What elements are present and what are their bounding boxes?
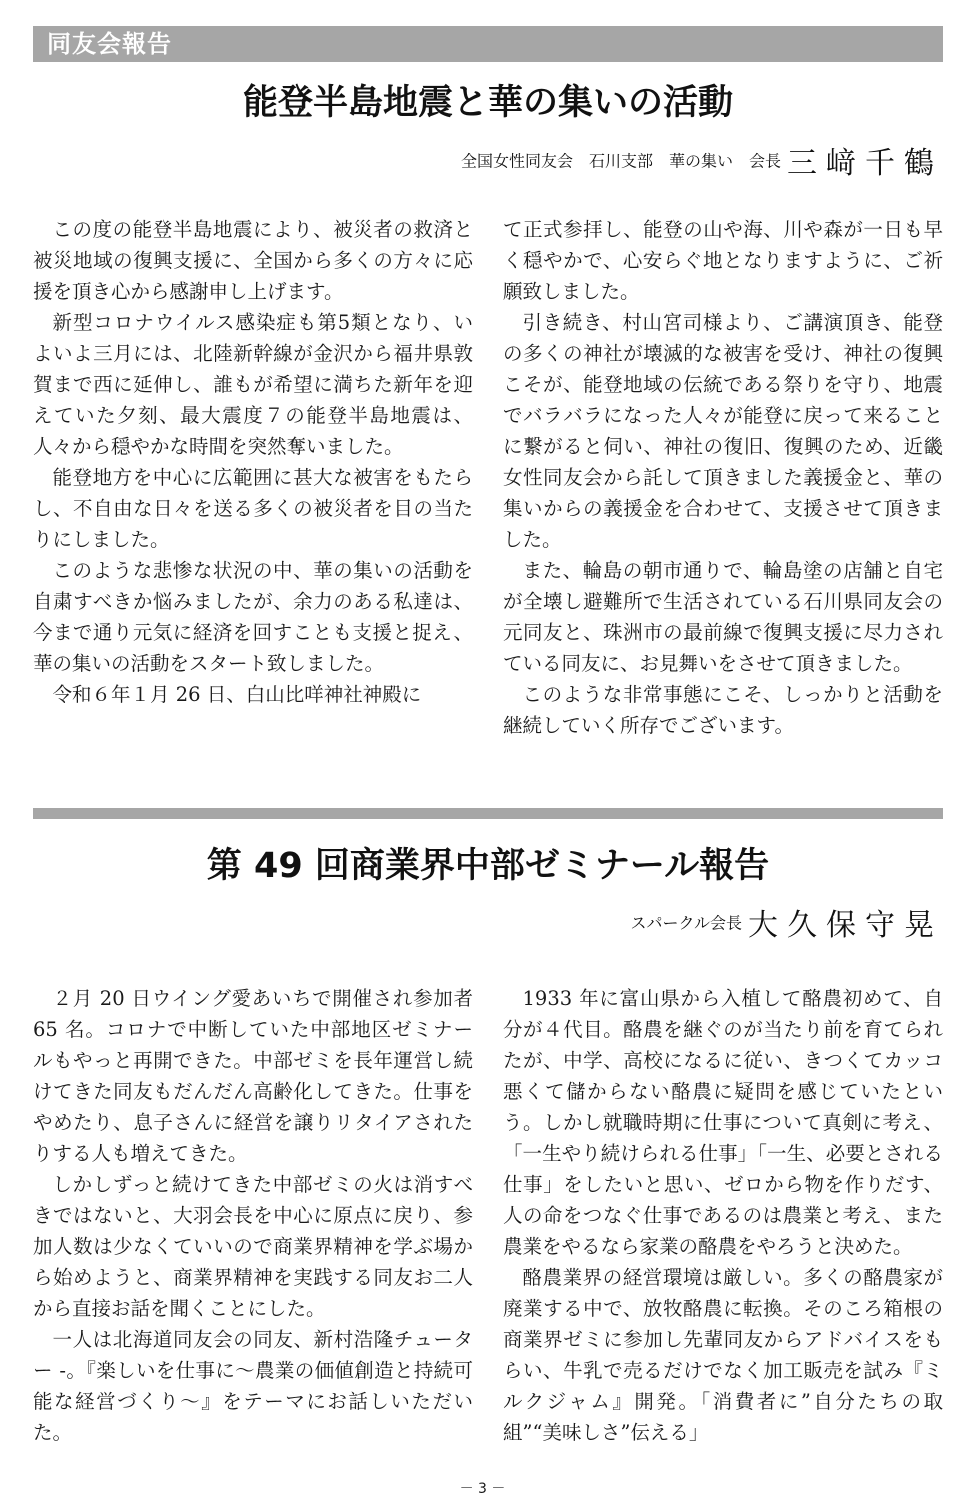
paragraph: ２月 20 日ウイング愛あいちで開催され参加者 65 名。コロナで中断していた中部地区ゼミナールもやっと再開できた。中部ゼミを長年運営し続けてきた同友もだんだん高齢化してきた。仕事をやめたり、息子さんに経営を譲りリタイアされたりする人も増えてきた。 — [33, 987, 473, 1165]
paragraph: このような非常事態にこそ、しっかりと活動を継続していく所存でございます。 — [503, 683, 943, 737]
article1-left-column — [33, 214, 473, 710]
article1-right-column — [503, 214, 943, 741]
paragraph: 新型コロナウイルス感染症も第5類となり、いよいよ三月には、北陸新幹線が金沢から福井県敦賀まで西に延伸し、誰もが希望に満ちた新年を迎えていた夕刻、最大震度７の能登半島地震は、人々から穏やかな時間を突然奪いました。 — [33, 311, 473, 458]
article2-author-affiliation: スパークル会長 — [630, 913, 742, 933]
article2-left-column — [33, 983, 473, 1448]
page-number: － 3 － — [459, 1481, 506, 1497]
paragraph: また、輪島の朝市通りで、輪島塗の店舗と自宅が全壊し避難所で生活されている石川県同友会の元同友と、珠洲市の最前線で復興支援に尽力されている同友に、お見舞いをさせて頂きました。 — [503, 559, 943, 675]
article2-right-column — [503, 983, 943, 1448]
paragraph: 引き続き、村山宮司様より、ご講演頂き、能登の多くの神社が壊滅的な被害を受け、神社の復興こそが、能登地域の伝統である祭りを守り、地震でバラバラになった人々が能登に戻って来ることに繋がると伺い、神社の復旧、復興のため、近畿女性同友会から託して頂きました義援金と、華の集いからの義援金を合わせて、支援させて頂きました。 — [503, 311, 943, 551]
paragraph: 1933 年に富山県から入植して酪農初めて、自分が４代目。酪農を継ぐのが当たり前を育てられたが、中学、高校になるに従い、きつくてカッコ悪くて儲からない酪農に疑問を感じていたという。しかし就職時期に仕事について真剣に考え、「一生やり続けられる仕事」「一生、必要とされる仕事」をしたいと思い、ゼロから物を作りだす、人の命をつなぐ仕事であるのは農業と考え、また農業をやるなら家業の酪農をやろうと決めた。 — [503, 987, 943, 1258]
paragraph: 能登地方を中心に広範囲に甚大な被害をもたらし、不自由な日々を送る多くの被災者を目の当たりにしました。 — [33, 466, 473, 551]
article1-author-affiliation: 全国女性同友会 石川支部 華の集い 会長 — [460, 151, 781, 171]
paragraph: しかしずっと続けてきた中部ゼミの火は消すべきではないと、大羽会長を中心に原点に戻り、参加人数は少なくていいので商業界精神を学ぶ場から始めようと、商業界精神を実践する同友お二人から直接お話を聞くことにした。 — [33, 1173, 473, 1320]
article2-byline — [630, 900, 943, 944]
article1-author-name: 三﨑千鶴 — [787, 146, 943, 181]
paragraph: このような悲惨な状況の中、華の集いの活動を自粛すべきか悩みましたが、余力のある私達は、今まで通り元気に経済を回すことも支援と捉え、華の集いの活動をスタート致しました。 — [33, 559, 473, 675]
article2-author-name: 大久保守晃 — [748, 908, 943, 943]
article2-title: 第 49 回商業界中部ゼミナール報告 — [206, 846, 770, 886]
section-header-band — [33, 26, 943, 62]
paragraph-continued: て正式参拝し、能登の山や海、川や森が一日も早く穏やかで、心安らぐ地となりますように、ご祈願致しました。 — [503, 218, 943, 303]
section-divider — [33, 808, 943, 819]
article1-byline — [461, 138, 943, 182]
section-category-label: 同友会報告 — [47, 30, 172, 58]
paragraph: 一人は北海道同友会の同友、新村浩隆チューター -。『楽しいを仕事に～農業の価値創造と持続可能な経営づくり～』をテーマにお話しいただいた。 — [33, 1328, 473, 1444]
paragraph: 令和６年１月 26 日、白山比咩神社神殿に — [52, 683, 422, 706]
paragraph: この度の能登半島地震により、被災者の救済と被災地域の復興支援に、全国から多くの方々に応援を頂き心から感謝申し上げます。 — [33, 218, 473, 303]
paragraph: 酪農業界の経営環境は厳しい。多くの酪農家が廃業する中で、放牧酪農に転換。そのころ箱根の商業界ゼミに参加し先輩同友からアドバイスをもらい、牛乳で売るだけでなく加工販売を試み『ミルクジャム』開発。「消費者に”自分たちの取組”“美味しさ”伝える」 — [503, 1266, 943, 1444]
article1-title: 能登半島地震と華の集いの活動 — [242, 83, 733, 123]
